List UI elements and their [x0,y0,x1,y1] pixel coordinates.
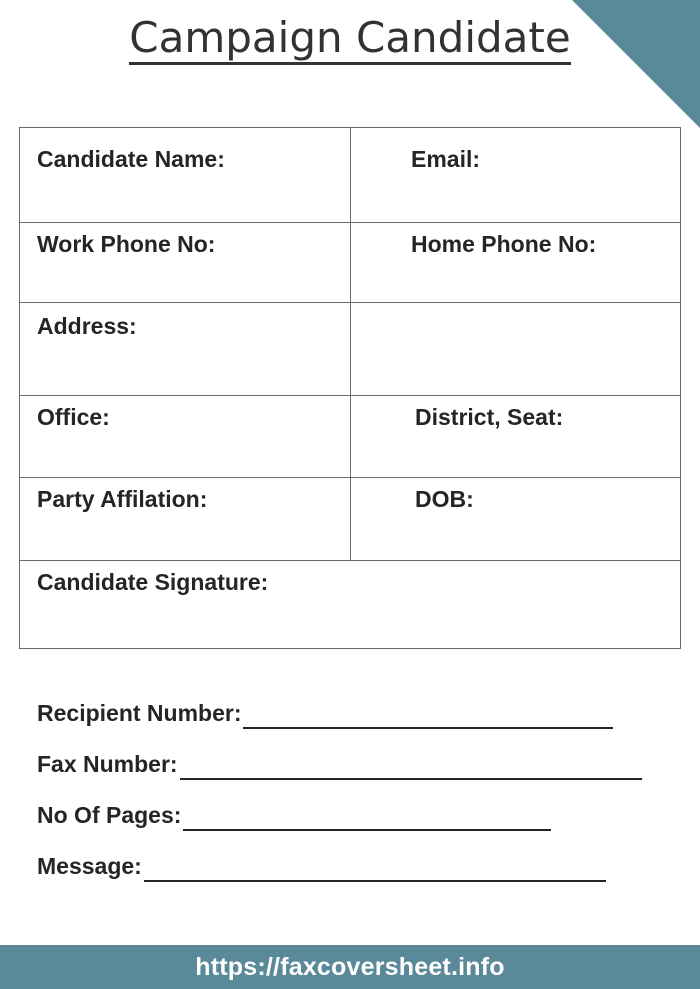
page-title: Campaign Candidate [0,10,700,66]
no-of-pages-label: No Of Pages: [37,802,182,828]
candidate-name-label: Candidate Name: [20,128,351,222]
message-line[interactable] [144,858,606,882]
address-label: Address: [20,303,351,395]
table-row [19,478,681,561]
fax-number-field[interactable] [37,729,642,780]
fax-fields [37,678,642,882]
recipient-number-label: Recipient Number: [37,700,242,726]
address-value-cell [351,303,680,395]
candidate-info-table [19,127,681,649]
home-phone-label: Home Phone No: [411,231,597,257]
table-row [19,128,681,223]
party-affiliation-label: Party Affilation: [20,478,351,560]
table-row [19,223,681,303]
fax-number-label: Fax Number: [37,751,178,777]
office-label: Office: [20,396,351,477]
table-row [19,303,681,396]
table-row [19,561,681,649]
recipient-number-line[interactable] [243,705,613,729]
work-phone-label: Work Phone No: [20,223,351,302]
no-of-pages-field[interactable] [37,780,642,831]
footer-banner [0,945,700,989]
fax-number-line[interactable] [180,756,642,780]
table-row [19,396,681,478]
candidate-signature-label: Candidate Signature: [37,569,269,595]
footer-url[interactable]: https://faxcoversheet.info [195,952,505,981]
dob-label: DOB: [415,486,474,512]
recipient-number-field[interactable] [37,678,642,729]
message-label: Message: [37,853,142,879]
message-field[interactable] [37,831,642,882]
no-of-pages-line[interactable] [183,807,551,831]
email-label: Email: [411,146,481,172]
district-seat-label: District, Seat: [415,404,564,430]
